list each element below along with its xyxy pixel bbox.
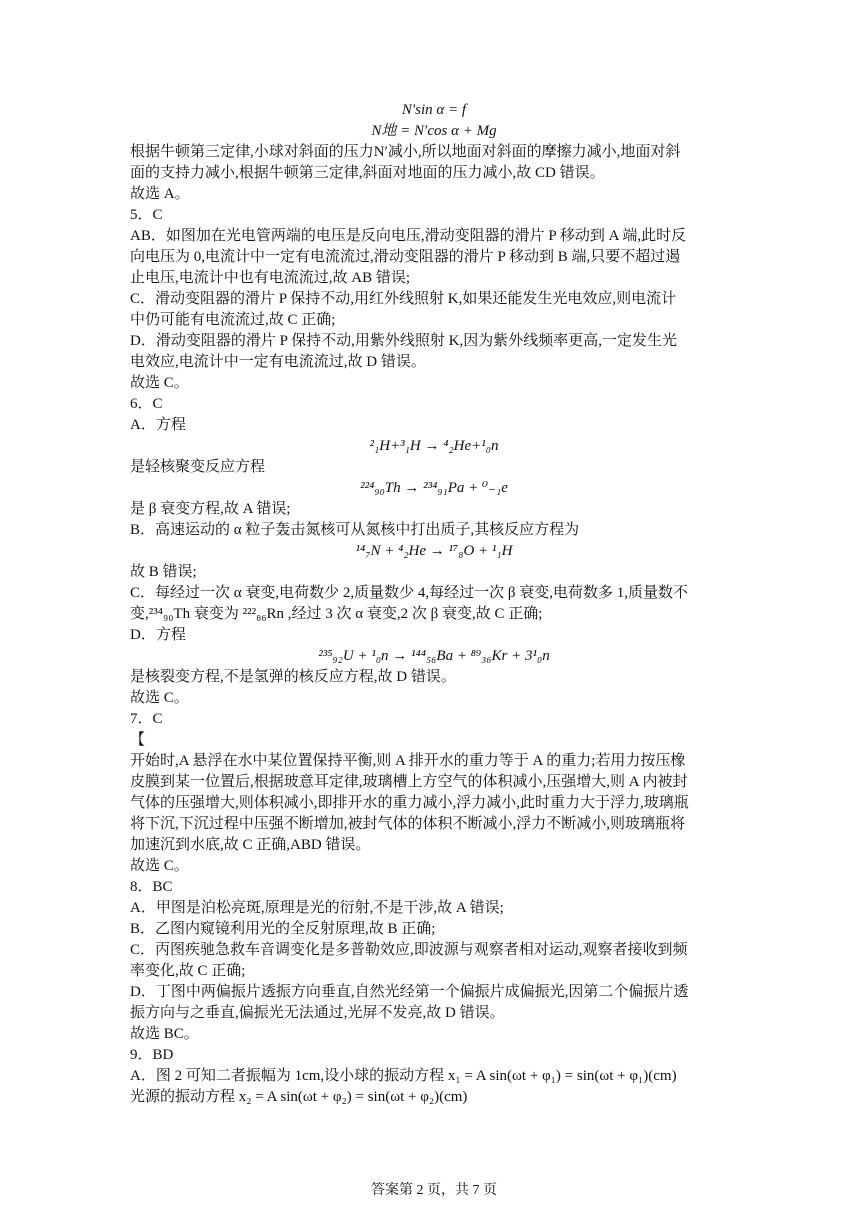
text-line: 是轻核聚变反应方程	[130, 459, 266, 475]
text-line: A．图 2 可知二者振幅为 1cm,设小球的振动方程 x₁ = A sin(ωt + φ₁) = sin(ωt + φ₁)(cm)	[130, 1068, 677, 1084]
question-number: 8．BC	[130, 879, 173, 895]
text-line: D．丁图中两偏振片透振方向垂直,自然光经第一个偏振片成偏振光,因第二个偏振片透	[130, 984, 689, 1000]
text-line: 电效应,电流计中一定有电流流过,故 D 错误。	[130, 354, 426, 370]
text-line: 中仍可能有电流流过,故 C 正确;	[130, 312, 336, 328]
question-number: 6．C	[130, 396, 163, 412]
text-line: 面的支持力减小,根据牛顿第三定律,斜面对地面的压力减小,故 CD 错误。	[130, 165, 605, 181]
text-line: A．方程	[130, 417, 186, 433]
text-line: 根据牛顿第三定律,小球对斜面的压力N′减小,所以地面对斜面的摩擦力减小,地面对斜	[130, 144, 681, 160]
text-line: 皮膜到某一位置后,根据玻意耳定律,玻璃槽上方空气的体积减小,压强增大,则 A 内被封	[130, 774, 688, 790]
text-line: 故选 C。	[130, 858, 189, 874]
text-line: 止电压,电流计中也有电流流过,故 AB 错误;	[130, 270, 411, 286]
text-line: C．丙图疾驰急救车音调变化是多普勒效应,即波源与观察者相对运动,观察者接收到频	[130, 942, 688, 958]
text-line: 故 B 错误;	[130, 564, 197, 580]
text-line: A．甲图是泊松亮斑,原理是光的衍射,不是干涉,故 A 错误;	[130, 900, 504, 916]
text-line: 向电压为 0,电流计中一定有电流流过,滑动变阻器的滑片 P 移动到 B 端,只要不超过遏	[130, 249, 681, 265]
equation-fusion: ²₁H+³₁H → ⁴₂He+¹₀n	[369, 438, 499, 454]
equation-force-balance-1: N′sin α = f	[401, 102, 467, 118]
text-line: 是 β 衰变方程,故 A 错误;	[130, 501, 291, 517]
question-number: 7．C	[130, 711, 163, 727]
text-line: 故选 A。	[130, 186, 190, 202]
page-footer: 答案第 2 页，共 7 页	[371, 1183, 497, 1198]
question-number: 5．C	[130, 207, 163, 223]
text-line: 故选 C。	[130, 690, 189, 706]
text-line: 将下沉,下沉过程中压强不断增加,被封气体的体积不断减小,浮力不断减小,则玻璃瓶将	[130, 816, 686, 832]
text-line: 气体的压强增大,则体积减小,即排开水的重力减小,浮力减小,此时重力大于浮力,玻璃瓶	[130, 795, 689, 811]
text-line: C．每经过一次 α 衰变,电荷数少 2,质量数少 4,每经过一次 β 衰变,电荷数多 1,质量数不	[130, 585, 688, 601]
text-line: B．高速运动的 α 粒子轰击氮核可从氮核中打出质子,其核反应方程为	[130, 522, 580, 538]
text-line: D．方程	[130, 627, 186, 643]
text-line: 变,²³⁴₉₀Th 衰变为 ²²²₈₆Rn ,经过 3 次 α 衰变,2 次 β 衰变,故 C 正确;	[130, 606, 543, 622]
text-line: B．乙图内窥镜利用光的全反射原理,故 B 正确;	[130, 921, 436, 937]
question-number: 9．BD	[130, 1047, 174, 1063]
text-line: 振方向与之垂直,偏振光无法通过,光屏不发亮,故 D 错误。	[130, 1005, 505, 1021]
text-line: D．滑动变阻器的滑片 P 保持不动,用紫外线照射 K,因为紫外线频率更高,一定发生光	[130, 333, 677, 349]
bracket-mark: 【	[130, 732, 146, 748]
equation-proton-discovery: ¹⁴₇N + ⁴₂He → ¹⁷₈O + ¹₁H	[355, 543, 513, 559]
text-line: 加速沉到水底,故 C 正确,ABD 错误。	[130, 837, 371, 853]
text-line: 光源的振动方程 x₂ = A sin(ωt + φ₂) = sin(ωt + φ₂)(cm)	[130, 1089, 468, 1105]
equation-beta-decay: ²²⁴₉₀Th → ²³⁴₉₁Pa + ⁰₋₁e	[360, 480, 508, 496]
text-line: 率变化,故 C 正确;	[130, 963, 246, 979]
text-line: 是核裂变方程,不是氢弹的核反应方程,故 D 错误。	[130, 669, 456, 685]
text-line: C．滑动变阻器的滑片 P 保持不动,用红外线照射 K,如果还能发生光电效应,则电流计	[130, 291, 677, 307]
text-line: 开始时,A 悬浮在水中某位置保持平衡,则 A 排开水的重力等于 A 的重力;若用力按压橡	[130, 753, 686, 769]
text-line: 故选 BC。	[130, 1026, 199, 1042]
text-line: 故选 C。	[130, 375, 189, 391]
equation-force-balance-2: N地 = N′cos α + Mg	[371, 123, 497, 139]
equation-fission: ²³⁵₉₂U + ¹₀n → ¹⁴⁴₅₆Ba + ⁸⁹₃₆Kr + 3¹₀n	[318, 648, 550, 664]
text-line: AB．如图加在光电管两端的电压是反向电压,滑动变阻器的滑片 P 移动到 A 端,此时反	[130, 228, 687, 244]
